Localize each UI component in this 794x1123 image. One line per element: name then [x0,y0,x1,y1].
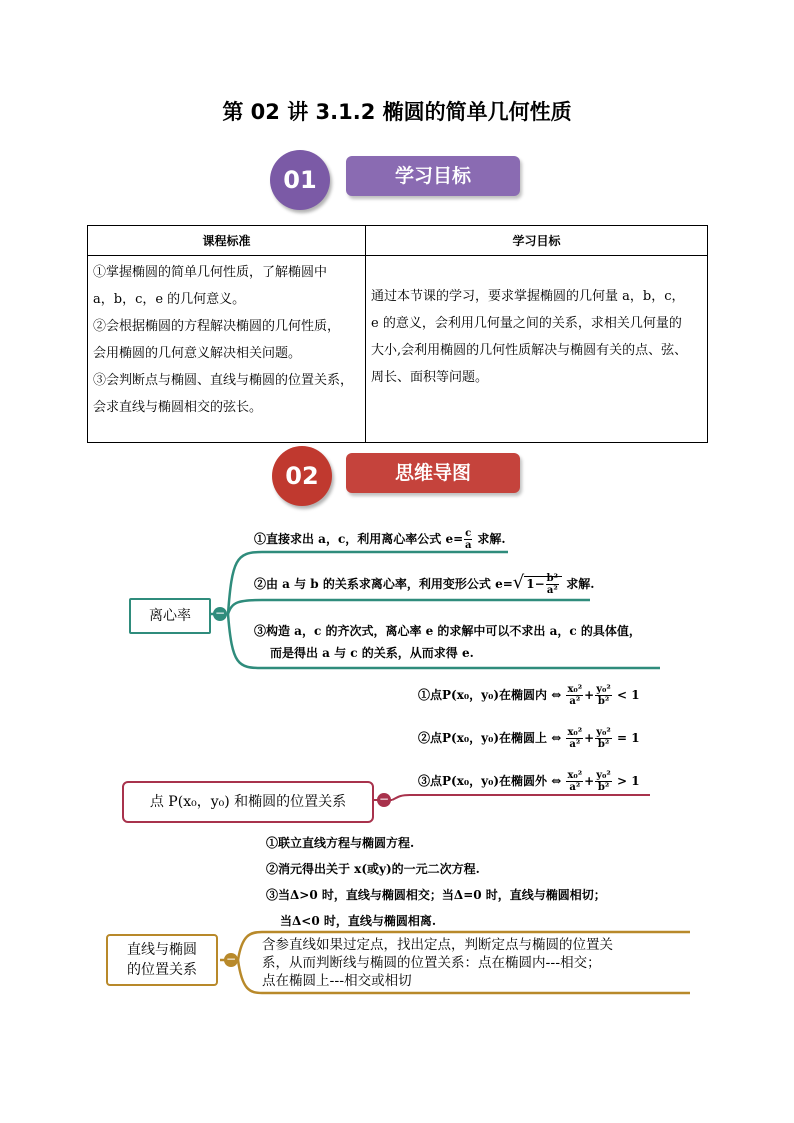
goals-header-standard: 课程标准 [88,226,366,256]
eccentricity-method-2: ②由 a 与 b 的关系求离心率，利用变形公式 e=√ 1− $\frac{\text{b²}}{\text{a²}}$ 求解. [254,572,595,596]
fraction: $\frac{c}{a}$ [464,528,472,551]
fraction: $\frac{\text{y₀²}}{\text{b²}}$ [596,727,611,750]
fraction: $\frac{\text{x₀²}}{\text{a²}}$ [567,684,583,707]
mindmap-node-line-position [106,934,218,986]
section-02-label: 思维导图 [346,453,520,493]
sqrt-icon: √ [512,572,525,593]
goals-objective-line: 大小,会利用椭圆的几何性质解决与椭圆有关的点、弦、 [371,343,688,358]
goals-standard-line: 会用椭圆的几何意义解决相关问题。 [93,346,302,361]
line-ellipse-fixed-point-note: 含参直线如果过定点，找出定点，判断定点与椭圆的位置关 系，从而判断线与椭圆的位置关系：点在椭圆内---相交； 点在椭圆上---相交或相切 [262,937,613,989]
line-ellipse-step-1: ①联立直线方程与椭圆方程. [266,836,415,850]
collapse-icon[interactable]: − [214,606,226,620]
eccentricity-method-1: ①直接求出 a，c，利用离心率公式 e= $\frac{c}{a}$ 求解. [254,528,506,551]
goals-standard-line: ③会判断点与椭圆、直线与椭圆的位置关系， [93,373,354,388]
fraction: $\frac{\text{x₀²}}{\text{a²}}$ [567,727,583,750]
goals-objective-line: e 的意义，会利用几何量之间的关系，求相关几何量的 [371,316,682,331]
point-outside-condition: ③点P(x₀，y₀)在椭圆外 ⇔ $\frac{\text{x₀²}}{\text{a²}}$ + $\frac{\text{y₀²}}{\text{b²}}$ > 1 [418,770,640,793]
line-ellipse-step-3: ③当Δ>0 时，直线与椭圆相交；当Δ=0 时，直线与椭圆相切； [266,888,606,902]
fraction: $\frac{\text{x₀²}}{\text{a²}}$ [567,770,583,793]
fraction: $\frac{\text{y₀²}}{\text{b²}}$ [596,684,611,707]
goals-standard-line: a，b，c，e 的几何意义。 [93,292,246,307]
fraction: $\frac{\text{b²}}{\text{a²}}$ [546,573,559,596]
section-02-number: 02 [285,462,319,490]
goals-standard-line: ②会根据椭圆的方程解决椭圆的几何性质， [93,319,341,334]
line-ellipse-step-4: 当Δ<0 时，直线与椭圆相离. [280,914,437,928]
fraction: $\frac{\text{y₀²}}{\text{b²}}$ [596,770,611,793]
mindmap-node-point-position-label: 点 P(x₀，y₀) 和椭圆的位置关系 [149,794,347,810]
page-title: 第 02 讲 3.1.2 椭圆的简单几何性质 [222,100,572,124]
point-on-condition: ②点P(x₀，y₀)在椭圆上 ⇔ $\frac{\text{x₀²}}{\text{a²}}$ + $\frac{\text{y₀²}}{\text{b²}}$ = 1 [418,727,640,750]
goals-objective-line: 通过本节课的学习，要求掌握椭圆的几何量 a，b，c， [371,289,685,304]
goals-standard-line: 会求直线与椭圆相交的弦长。 [93,400,263,415]
eccentricity-method-3: ③构造 a，c 的齐次式，离心率 e 的求解中可以不求出 a，c 的具体值， 而是得出 a 与 c 的关系，从而求得 e. [254,624,641,660]
goals-standard-line: ①掌握椭圆的简单几何性质，了解椭圆中 [93,265,328,280]
section-01-number: 01 [283,166,317,194]
goals-objective-line: 周长、面积等问题。 [371,370,489,385]
mindmap-node-eccentricity-label: 离心率 [149,608,191,624]
goals-header-objectives: 学习目标 [366,226,708,256]
section-01-label: 学习目标 [346,156,520,196]
mindmap-node-line-position-label: 直线与椭圆 [127,942,197,958]
collapse-icon[interactable]: − [378,792,390,806]
point-inside-condition: ①点P(x₀，y₀)在椭圆内 ⇔ $\frac{\text{x₀²}}{\text{a²}}$ + $\frac{\text{y₀²}}{\text{b²}}$ < 1 [418,684,640,707]
mindmap-node-point-position [122,781,374,823]
collapse-icon[interactable]: − [225,952,237,966]
line-ellipse-step-2: ②消元得出关于 x(或y)的一元二次方程. [266,862,480,876]
mindmap-node-line-position-label: 的位置关系 [127,962,197,978]
mindmap-node-eccentricity [129,598,211,634]
